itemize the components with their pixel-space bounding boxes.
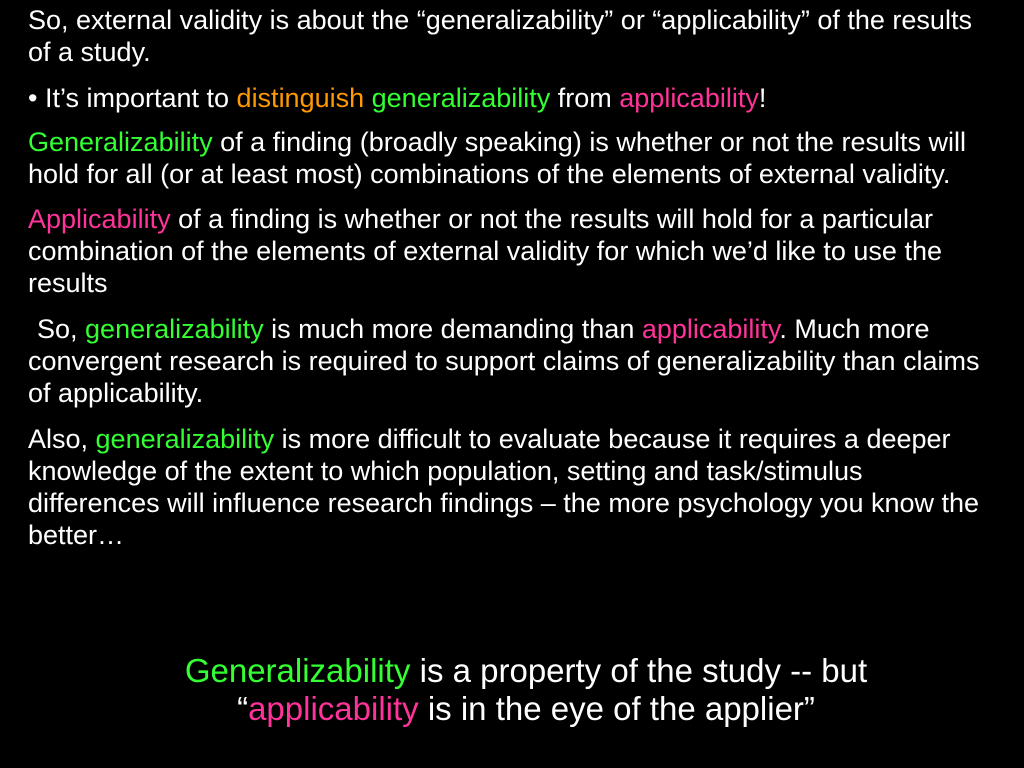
paragraph-distinguish: [28, 82, 1000, 114]
highlight-generalizability: Generalizability: [184, 652, 411, 689]
closing-line-1: [28, 652, 1024, 690]
paragraph-text-pre: • It’s important to: [28, 83, 237, 113]
paragraph-space: [364, 83, 372, 113]
paragraph-text-mid: is much more demanding than: [263, 314, 642, 344]
paragraph-text: of a finding (broadly speaking) is whether or not the results will hold for all (or at least most) combinations of the elements of external validity.: [28, 127, 966, 189]
highlight-applicability: applicability: [641, 314, 780, 344]
paragraph-external-validity: [28, 4, 1000, 68]
highlight-applicability: applicability: [248, 690, 419, 727]
paragraph-demanding: [28, 313, 1000, 409]
closing-text: is a property of the study -- but: [410, 652, 868, 689]
highlight-applicability: Applicability: [28, 204, 171, 234]
highlight-distinguish: distinguish: [236, 83, 365, 113]
slide-body: [28, 4, 1000, 551]
paragraph-text: is more difficult to evaluate because it requires a deeper knowledge of the extent to which population, setting and task/stimulus differences will influence research findings – the more psychology you know the better…: [28, 424, 980, 550]
highlight-generalizability: generalizability: [85, 314, 264, 344]
paragraph-text-mid: from: [550, 83, 620, 113]
paragraph-text: of a finding is whether or not the results will hold for a particular combination of the elements of external validity for which we’d like to use the results: [28, 204, 942, 298]
highlight-generalizability: generalizability: [371, 83, 551, 113]
highlight-applicability: applicability: [619, 83, 759, 113]
paragraph-difficult-to-evaluate: [28, 423, 1000, 551]
paragraph-text: . Much more convergent research is required to support claims of generalizability than claims of applicability.: [28, 314, 980, 408]
closing-line-2: [28, 690, 1024, 728]
paragraph-text: So, external validity is about the “generalizability” or “applicability” of the results of a study.: [28, 5, 972, 67]
closing-statement: [0, 652, 1024, 728]
paragraph-text-pre: So,: [37, 314, 86, 344]
highlight-generalizability: Generalizability: [28, 127, 213, 157]
closing-open-quote: “: [237, 690, 249, 727]
paragraph-applicability-definition: [28, 203, 1000, 299]
paragraph-text-pre: Also,: [28, 424, 96, 454]
paragraph-text-end: !: [758, 83, 767, 113]
closing-text: is in the eye of the applier”: [418, 690, 815, 727]
paragraph-generalizability-definition: [28, 126, 1000, 190]
highlight-generalizability: generalizability: [95, 424, 275, 454]
